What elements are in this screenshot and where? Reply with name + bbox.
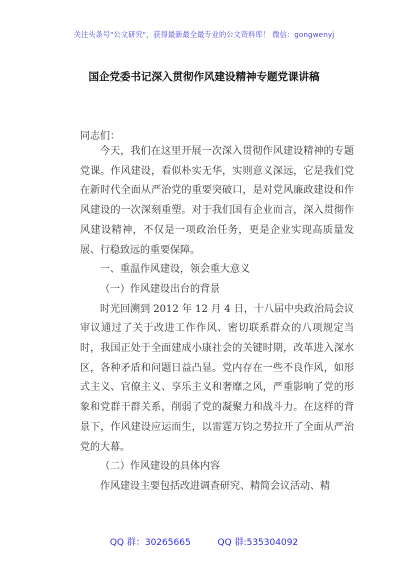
page-title: 国企党委书记深入贯彻作风建设精神专题党课讲稿 [88,71,320,83]
paragraph-content-start: 作风建设主要包括改进调查研究、精简会议活动、精 [100,480,330,492]
footer [0,535,408,548]
paragraph-intro: 今天，我们在这里开展一次深入贯彻作风建设精神的专题党课。作风建设，看似朴实无华，实则意义深远，它是我们党在新时代全面从严治党的重要突破口，是对党风廉政建设和作风建设的一次深刻重塑。对于我们国有企业而言，深入贯彻作风建设精神，不仅是一项政治任务，更是企业实现高质量发展、行稳致远的重要保障。 [80,146,354,256]
section-heading-1: 一、重温作风建设，领会重大意义 [100,264,250,276]
header-note: 关注头条号"公文研究"，获得最新最全最专业的公文资料库！ 微信：gongwenyj [73,30,335,39]
footer-qq-group-2: QQ 群:535304092 [217,538,299,548]
greeting: 同志们： [80,131,120,142]
footer-qq-group-1: QQ 群：30265665 [109,538,191,548]
subsection-heading-1: （一）作风建设出台的背景 [100,283,220,295]
body-text [80,142,354,497]
subsection-heading-2: （二）作风建设的具体内容 [100,461,220,473]
paragraph-background: 时光回溯到 2012 年 12 月 4 日，十八届中央政治局会议审议通过了关于改进工作作风、密切联系群众的八项规定当时，我国正处于全面建成小康社会的关键时期，改革进入深水区，各种矛盾和问题日益凸显。党内存在一些不良作风，如形式主义、官僚主义、享乐主义和奢靡之风，严重影响了党的形象和党群干群关系，削弱了党的凝聚力和战斗力。在这样的背景下，作风建设应运而生，以雷霆万钧之势拉开了全面从严治党的大幕。 [80,303,354,453]
